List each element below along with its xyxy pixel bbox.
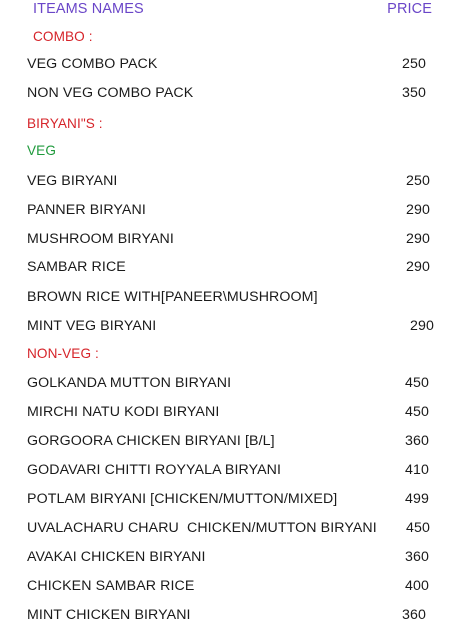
- item-name: MUSHROOM BIRYANI: [27, 231, 174, 247]
- item-price: 290: [406, 231, 430, 247]
- menu-item-row: [0, 459, 463, 481]
- menu-item-row: [0, 315, 463, 337]
- menu-item-row: [0, 604, 463, 626]
- item-price: 360: [405, 549, 429, 565]
- item-name: GODAVARI CHITTI ROYYALA BIRYANI: [27, 462, 282, 478]
- item-price: 400: [405, 578, 429, 594]
- item-name: MINT VEG BIRYANI: [27, 318, 157, 334]
- item-price: 360: [402, 607, 426, 623]
- item-price: 250: [402, 56, 426, 72]
- item-price: 290: [410, 318, 434, 334]
- item-name: UVALACHARU CHARU CHICKEN/MUTTON BIRYANI: [27, 520, 377, 536]
- menu-item-row: [0, 401, 463, 423]
- menu-item-row: [0, 372, 463, 394]
- item-price: 290: [406, 202, 430, 218]
- item-name: MIRCHI NATU KODI BIRYANI: [27, 404, 220, 420]
- item-name: AVAKAI CHICKEN BIRYANI: [27, 549, 206, 565]
- menu-item-row: [0, 575, 463, 597]
- menu-header-row: [0, 0, 463, 20]
- menu-item-row: [0, 228, 463, 250]
- item-price: 499: [405, 491, 429, 507]
- item-name: NON VEG COMBO PACK: [27, 85, 194, 101]
- biryanis-heading: BIRYANI"S :: [27, 116, 103, 131]
- item-name: CHICKEN SAMBAR RICE: [27, 578, 195, 594]
- item-name: VEG BIRYANI: [27, 173, 118, 189]
- item-name: BROWN RICE WITH[PANEER\MUSHROOM]: [27, 289, 318, 305]
- item-price: 250: [406, 173, 430, 189]
- item-price: 450: [405, 375, 429, 391]
- menu-item-row: [0, 430, 463, 452]
- item-price: 360: [405, 433, 429, 449]
- item-name: GOLKANDA MUTTON BIRYANI: [27, 375, 232, 391]
- menu-item-row: [0, 546, 463, 568]
- menu-item-row: [0, 286, 463, 308]
- item-price: 450: [405, 404, 429, 420]
- item-name: VEG COMBO PACK: [27, 56, 158, 72]
- item-price: 410: [405, 462, 429, 478]
- menu-item-row: [0, 517, 463, 539]
- item-name: PANNER BIRYANI: [27, 202, 146, 218]
- item-name: POTLAM BIRYANI [CHICKEN/MUTTON/MIXED]: [27, 491, 338, 507]
- item-price: 450: [406, 520, 430, 536]
- item-name: GORGOORA CHICKEN BIRYANI [B/L]: [27, 433, 275, 449]
- menu-item-row: [0, 53, 463, 75]
- combo-heading: COMBO :: [33, 29, 93, 44]
- items-names-header: ITEAMS NAMES: [33, 1, 144, 17]
- nonveg-heading-row: [0, 343, 463, 365]
- price-header: PRICE: [387, 1, 432, 17]
- biryanis-heading-row: [0, 113, 463, 135]
- menu-item-row: [0, 256, 463, 278]
- menu-item-row: [0, 199, 463, 221]
- item-price: 350: [402, 85, 426, 101]
- veg-heading-row: [0, 140, 463, 162]
- item-price: 290: [406, 259, 430, 275]
- nonveg-heading: NON-VEG :: [27, 346, 99, 361]
- menu-item-row: [0, 170, 463, 192]
- item-name: SAMBAR RICE: [27, 259, 126, 275]
- menu-item-row: [0, 82, 463, 104]
- combo-heading-row: [0, 26, 463, 48]
- veg-heading: VEG: [27, 143, 57, 158]
- item-name: MINT CHICKEN BIRYANI: [27, 607, 191, 623]
- menu-item-row: [0, 488, 463, 510]
